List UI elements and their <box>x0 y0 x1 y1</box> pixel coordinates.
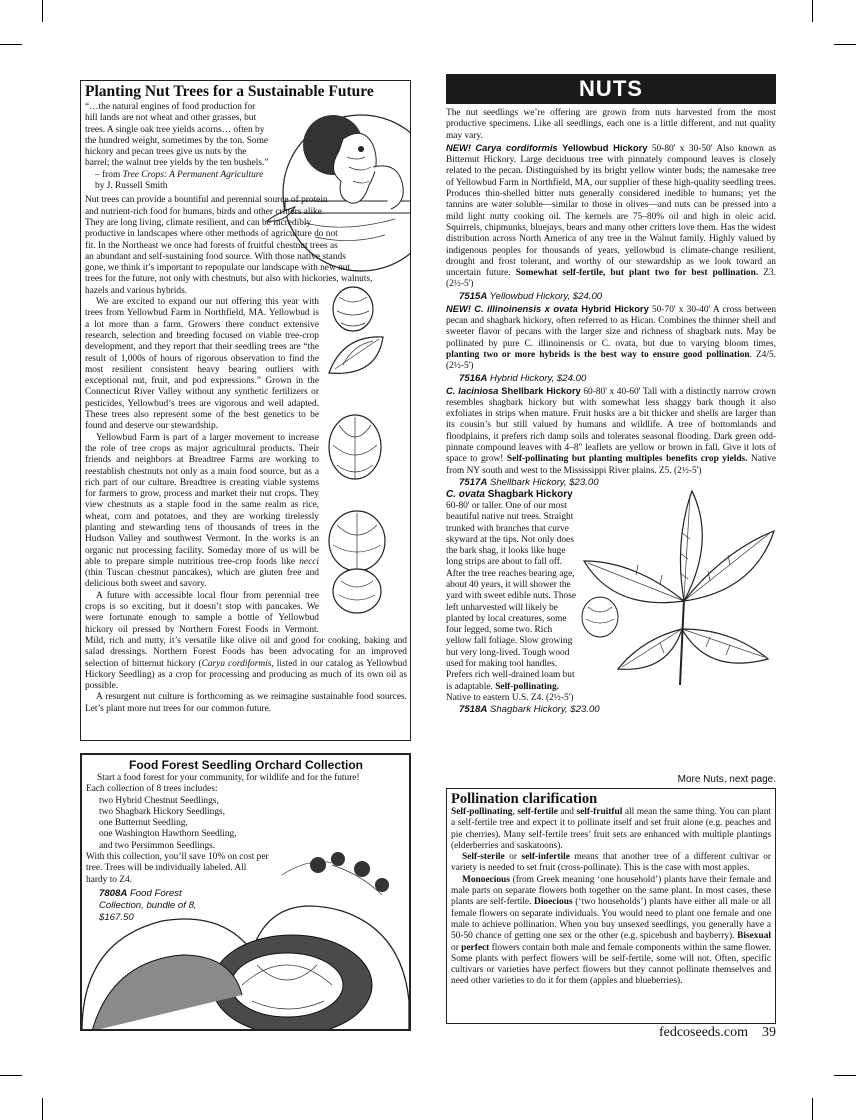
orchard-order-line[interactable]: 7808A Food Forest Collection, bundle of 8, $167.50 <box>99 887 197 923</box>
yellowbud-hickory-entry: NEW! Carya cordiformis Yellowbud Hickory 50-80' x 30-50' Also known as Bitternut Hickory. Large deciduous tree with pinnately compound leaves is closely related to the pecan. Distinguished by its bright yellow winter buds; the namesake tree of Yellowbud Farm in Northfield, MA, our supplier of these high-quality seedling trees. Produces thin-shelled bitter nuts generally considered inedible to humans; yet the tannins are water soluble—similar to those in olives—and nuts can be pressed into a mild light nutty cooking oil. The kernels are 75–80% oil and high in oleic acid. Squirrels, chipmunks, bluejays, bears and many other critters love them. Has the widest distribution across North America of any tree in the Walnut family. Highly valued by indigenous peoples for thousands of years, yellowbud is climate-change resilient, drought and frost tolerant, and worthy of our stewardship as we look toward an uncertain future. Somewhat self-fertile, but plant two for best pollination. Z3. (2½-5') <box>446 141 776 290</box>
orchard-each: Each collection of 8 trees includes: <box>86 784 218 795</box>
article-paragraph-4: A future with accessible local flour from perennial tree crops is so exciting, but it doesn’t stop with pancakes. We were fortunate enough to sample a bottle of Yellowbud hickory oil pressed by Northern Forest Foods in Vermont. Mild, rich and nutty, it’s versatile like olive oil and good for cooking, baking and salad dressings. Northern Forest Foods has been advocating for an improved selection of bitternut hickory (Carya cordiformis, listed in our catalog as Yellowbud Hickory Seedling) as a crop for processing and producing as much of its own oil as possible. <box>85 590 408 692</box>
yellowbud-order-line[interactable]: 7515A Yellowbud Hickory, $24.00 <box>459 290 603 302</box>
nuts-listings <box>446 108 776 780</box>
crop-mark <box>834 44 856 45</box>
orchard-list <box>86 796 406 852</box>
article-title: Planting Nut Trees for a Sustainable Future <box>85 83 374 100</box>
orchard-collection-box <box>80 753 411 1031</box>
pollination-box <box>446 788 776 1024</box>
crop-mark <box>42 0 43 22</box>
list-item: and two Persimmon Seedlings. <box>99 840 216 851</box>
more-nuts-note: More Nuts, next page. <box>677 774 776 785</box>
orchard-title: Food Forest Seedling Orchard Collection <box>128 758 364 772</box>
crop-mark <box>0 1075 22 1076</box>
article-paragraph-2: We are excited to expand our nut offering this year with trees from Yellowbud Farm in Northfield, MA. Yellowbud is a lot more than a farm. Growers there conduct extensive research, selection and breeding focused on viable tree-crop development, and they report that their seedling trees are “the result of 1,000s of hours of rigorous observation to find the most resilient consistent heavy bearing outliers with exceptional nut, fruit, and pod expressions.” Grown in the Connecticut River Valley without any synthetic fertilizers or pesticides, Yellowbud’s trees are vigorous and well adapted. These trees also represent some of the best genetics to be found and deserve our stewardship. <box>85 297 319 432</box>
pollination-paragraph-3: Monoecious (from Greek meaning ‘one household’) plants have their female and male parts on separate flowers both together on the same plant. In most cases, these plants are self-fertile. Dioecious (‘two households’) plants have either all male or all female flowers on separate individuals. You would need to plant one female and one male to achieve pollination. When you buy unsexed seedlings, you generally have a 50-50 chance of getting one sex or the other (e.g. spicebush and bayberry). Bisexual or perfect flowers contain both male and female components within the same flower. Some plants with perfect flowers will be self-fertile, some will not. Often, specific cultivars or varieties have perfect flowers but they cannot pollinate themselves and need other varieties to do it for them (apples and blueberries). <box>451 874 771 987</box>
nuts-header-banner <box>446 74 776 104</box>
nut-trees-article <box>80 80 411 741</box>
orchard-savings: With this collection, you’ll save 10% on cost per tree. Trees will be individually labeled. All hardy to Z4. <box>86 852 269 885</box>
orchard-intro: Start a food forest for your community, for wildlife and for the future! <box>97 773 360 783</box>
shellbark-order-line[interactable]: 7517A Shellbark Hickory, $23.00 <box>459 476 599 488</box>
article-paragraph-1: Nut trees can provide a bountiful and perennial source of protein and nutrient-rich food for humans, birds and other critters alike. They are long living, climate resilient, and can be incredibly productive in landscapes where other methods of agriculture do not fit. In the Northeast we once had forests of fruitful chestnut trees as an abundant and self-sustaining food source. With those native stands gone, we think it’s important to repopulate our landscape with new nut trees for the future, not only with chestnuts, but also with hickories, walnuts, hazels and various hybrids. <box>85 195 373 296</box>
crop-mark <box>0 44 22 45</box>
article-quote: “…the natural engines of food production for hill lands are not wheat and other grasses, but trees. A single oak tree yields acorns… often by the hundred weight, sometimes by the ton. Some hickory and pecan trees give us nuts by the barrel; the walnut tree yields by the ten bushels.” <box>85 102 269 169</box>
hickory-leaf-illustration <box>580 489 776 689</box>
article-paragraph-3: Yellowbud Farm is part of a larger movement to increase the role of tree crops as major agricultural products. Their friends and neighbors at Breadtree Farms are working to reestablish chestnuts not only as a main food source, but as a rich part of our culture. Breadtree is creating viable systems for farmers to grow, process and market their nut crops. They view chestnuts as a staple food in the same realm as rice, wheat, corn and potatoes, and they are working tirelessly planting and stewarding tens of thousands of trees in the Hudson Valley and southwest Vermont. In the works is an organic nut processing facility. Someday more of us will be able to prepare simple nutritious tree-crop foods like necci (thin Tuscan chestnut pancakes), which are gluten free and delicious both sweet and savory. <box>85 432 319 590</box>
article-paragraph-5: A resurgent nut culture is forthcoming as we reimagine sustainable food sources. Let’s plant more nut trees for our common future. <box>85 692 407 714</box>
shagbark-hickory-entry: 60-80' or taller. One of our most beautiful native nut trees. Straight trunked with branches that curve skyward at the tips. Not only does the bark shag, it looks like huge long strips are about to fall off. After the tree reaches bearing age, about 40 years, it will shower the yard with sweet edible nuts. Those left unharvested will likely be planted by local creatures, some four legged, some two. Rich yellow fall foliage. Slow growing but very long-lived. Tough wood used for making tool handles. Prefers rich well-drained loam but is adaptable. Self-pollinating. Native to eastern U.S. Z4. (2½-5') <box>446 500 577 703</box>
site-url[interactable]: fedcoseeds.com <box>658 1025 748 1040</box>
crop-mark <box>42 1098 43 1120</box>
crop-mark <box>812 0 813 22</box>
nuts-header: NUTS <box>579 76 643 101</box>
page-footer <box>600 1025 776 1041</box>
crop-mark <box>812 1098 813 1120</box>
list-item: one Washington Hawthorn Seedling, <box>99 829 237 840</box>
pollination-paragraph-2: Self-sterile or self-infertile means that another tree of a different cultivar or variety is needed to set fruit (cross-pollinate). This is the case with most apples. <box>451 852 772 874</box>
crop-mark <box>834 1075 856 1076</box>
shagbark-heading: C. ovata Shagbark Hickory <box>446 488 573 500</box>
pollination-title: Pollination clarification <box>451 791 598 807</box>
quote-attribution: – from Tree Crops: A Permanent Agriculture by J. Russell Smith <box>95 169 264 192</box>
list-item: two Shagbark Hickory Seedlings, <box>99 806 226 817</box>
nuts-intro: The nut seedlings we’re offering are grown from nuts harvested from the most productive specimens. Like all seedlings, each one is a little different, and nut quality may vary. <box>446 108 776 141</box>
list-item: one Butternut Seedling, <box>99 818 188 829</box>
hybrid-hickory-entry: NEW! C. illinoinensis x ovata Hybrid Hickory 50-70' x 30-40' A cross between pecan and shagbark hickory, often referred to as Hican. Combines the thinner shell and sweeter flavor of pecans with the larger size and richness of shagbark nuts. May be pollinated by pure C. illinoinensis or C. ovata, but due to varying bloom times, planting two or more hybrids is the best way to ensure good pollination. Z4/5. (2½-5') <box>446 302 776 372</box>
page-number: 39 <box>762 1025 776 1040</box>
shellbark-hickory-entry: C. laciniosa Shellbark Hickory 60-80' x 40-60' Tall with a distinctly narrow crown resembles shagbark hickory but with somewhat less shaggy bark though it also exfoliates in strips when mature. Fruit husks are a bit thicker and shells are larger than its cousin’s but still valued by humans and wildlife. A tree of bottomlands and floodplains, it prefers rich damp soils and tolerates seasonal flooding. Dark green odd-pinnate compound leaves with 4–8" leaflets are yellow or brown in fall. Give it lots of space to grow! Self-pollinating but planting multiples benefits crop yields. Native from NY south and west to the Mississippi River plains. Z5. (2½-5') <box>446 384 776 476</box>
pollination-paragraph-1: Self-pollinating, self-fertile and self-fruitful all mean the same thing. You can plant a self-fertile tree and expect it to pollinate itself and set fruit alone (e.g. peaches and pie cherries). Many self-fertile trees’ fruit sets are enhanced with multiple plantings (elderberries and saskatoons). <box>451 807 772 851</box>
shagbark-order-line[interactable]: 7518A Shagbark Hickory, $23.00 <box>459 704 600 716</box>
hybrid-order-line[interactable]: 7516A Hybrid Hickory, $24.00 <box>459 372 587 384</box>
list-item: two Hybrid Chestnut Seedlings, <box>99 795 219 806</box>
